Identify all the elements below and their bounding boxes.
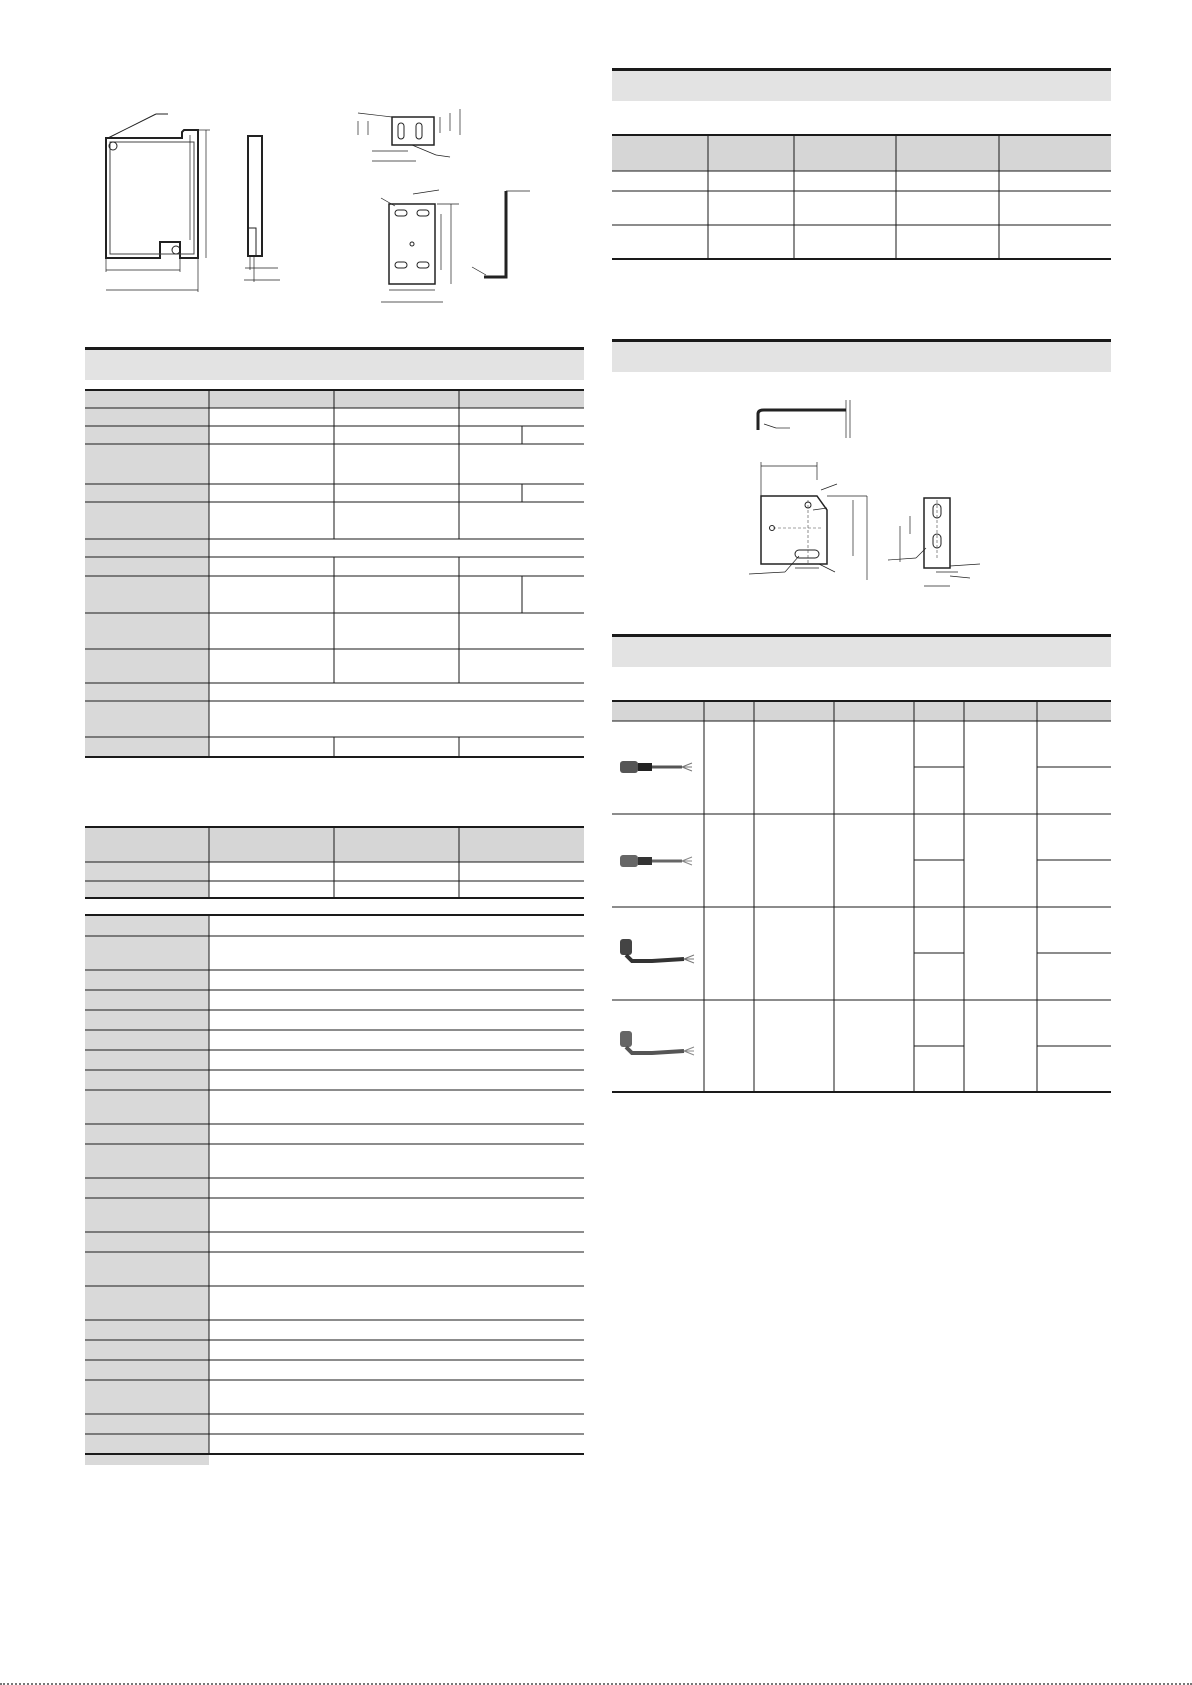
cable-angled-icon-2	[620, 1031, 694, 1055]
bracket-section-bar	[612, 339, 1111, 372]
cable-straight-icon-2	[620, 855, 692, 867]
accessory-table	[612, 133, 1111, 263]
bracket-b-side-drawing	[880, 490, 980, 610]
cable-section-bar	[612, 634, 1111, 667]
model-section-bar	[612, 68, 1111, 101]
model-table-grid	[85, 826, 584, 1466]
spec-section-bar	[85, 347, 584, 380]
sensor-side-drawing	[240, 130, 290, 290]
bracket-a-top-drawing	[350, 105, 480, 175]
spec-table-grid	[85, 389, 584, 759]
cable-straight-icon-1	[620, 761, 692, 773]
bracket-a-side-drawing	[470, 185, 540, 295]
cable-table	[612, 699, 1111, 1095]
bracket-b-front-drawing	[745, 460, 885, 585]
bracket-b-top-drawing	[750, 398, 860, 440]
cable-angled-icon-1	[620, 939, 694, 963]
bracket-a-front-drawing	[365, 190, 475, 320]
